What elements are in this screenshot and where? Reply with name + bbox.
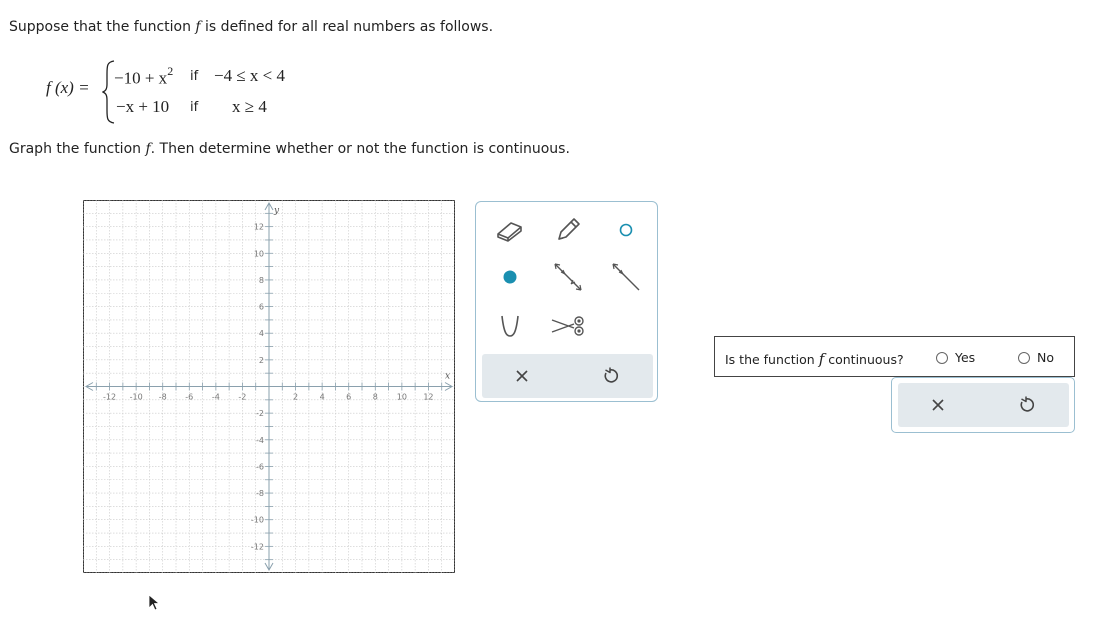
eraser-icon [494, 217, 526, 243]
x-tick-label: 6 [346, 392, 352, 402]
piece-2-condition: x ≥ 4 [232, 97, 267, 116]
pencil-icon [552, 214, 584, 246]
eraser-tool[interactable] [488, 210, 532, 250]
mouse-cursor-icon [148, 594, 162, 612]
x-tick-label: 12 [423, 392, 434, 402]
closed-point-tool[interactable] [488, 257, 532, 297]
y-tick-label: 10 [253, 249, 264, 259]
answer-actions-bar [898, 383, 1069, 427]
undo-graph-button[interactable] [570, 354, 650, 398]
x-axis-label: x [445, 371, 451, 382]
y-tick-label: 2 [258, 355, 264, 365]
clear-icon [514, 368, 530, 384]
x-tick-label: -8 [158, 392, 167, 402]
x-tick-label: -4 [211, 392, 220, 402]
y-tick-label: 8 [258, 275, 264, 285]
piece-1-condition: −4 ≤ x < 4 [214, 66, 286, 85]
x-tick-label: -2 [238, 392, 247, 402]
x-tick-label: 8 [372, 392, 378, 402]
parabola-tool[interactable] [488, 306, 532, 346]
line-segment-icon [550, 259, 586, 295]
open-point-tool[interactable] [604, 210, 648, 250]
x-tick-label: -10 [129, 392, 143, 402]
yes-label[interactable]: Yes [955, 350, 976, 365]
function-lhs: f (x) = [46, 78, 90, 97]
piece-1-expression: $-10 + x^2$ [114, 64, 174, 88]
y-axis-label: y [274, 206, 280, 216]
graph-toolbox [475, 201, 658, 402]
pencil-tool[interactable] [546, 210, 590, 250]
x-tick-label: -12 [103, 392, 117, 402]
clear-graph-button[interactable] [482, 354, 562, 398]
x-tick-label: 10 [396, 392, 407, 402]
y-tick-label: -6 [256, 462, 264, 472]
coordinate-graph[interactable] [83, 200, 455, 573]
intro-before: Suppose that the function [9, 19, 196, 35]
answer-actions [891, 377, 1075, 433]
scissors-icon [548, 312, 588, 340]
x-tick-label: 4 [319, 392, 325, 402]
x-tick-label: 2 [293, 392, 299, 402]
filled-circle-icon [500, 267, 520, 287]
piece-2-if: if [190, 100, 199, 115]
undo-icon [601, 367, 619, 385]
question-text: Is the function f continuous? [725, 350, 904, 368]
scissors-tool[interactable] [546, 306, 590, 346]
x-tick-label: -6 [185, 392, 194, 402]
piece-1-if: if [190, 69, 199, 84]
toolbox-actions [482, 354, 653, 398]
y-tick-label: -2 [256, 409, 264, 419]
y-tick-label: 12 [253, 222, 264, 232]
open-circle-icon [616, 220, 636, 240]
y-tick-label: 6 [258, 302, 264, 312]
undo-icon [1017, 396, 1035, 414]
y-tick-label: -12 [250, 542, 264, 552]
line-segment-tool[interactable] [546, 257, 590, 297]
parabola-icon [498, 312, 522, 340]
intro-function-name: f [195, 19, 201, 35]
ray-icon [608, 259, 644, 295]
piece-2-expression: −x + 10 [116, 97, 170, 116]
clear-answer-button[interactable] [898, 383, 978, 427]
no-radio[interactable] [1018, 352, 1030, 364]
no-label[interactable]: No [1037, 350, 1054, 365]
clear-icon [930, 397, 946, 413]
ray-tool[interactable] [604, 257, 648, 297]
undo-answer-button[interactable] [986, 383, 1066, 427]
yes-radio[interactable] [936, 352, 948, 364]
y-tick-label: -4 [256, 435, 264, 445]
y-tick-label: 4 [258, 329, 264, 339]
instruction-text: Graph the function f. Then determine whether or not the function is continuous. [9, 141, 570, 157]
continuity-question [714, 336, 1075, 377]
intro-after: is defined for all real numbers as follows. [200, 19, 494, 35]
piecewise-definition [46, 60, 346, 124]
intro-text [9, 19, 493, 35]
y-tick-label: -10 [250, 515, 264, 525]
y-tick-label: -8 [256, 489, 264, 499]
